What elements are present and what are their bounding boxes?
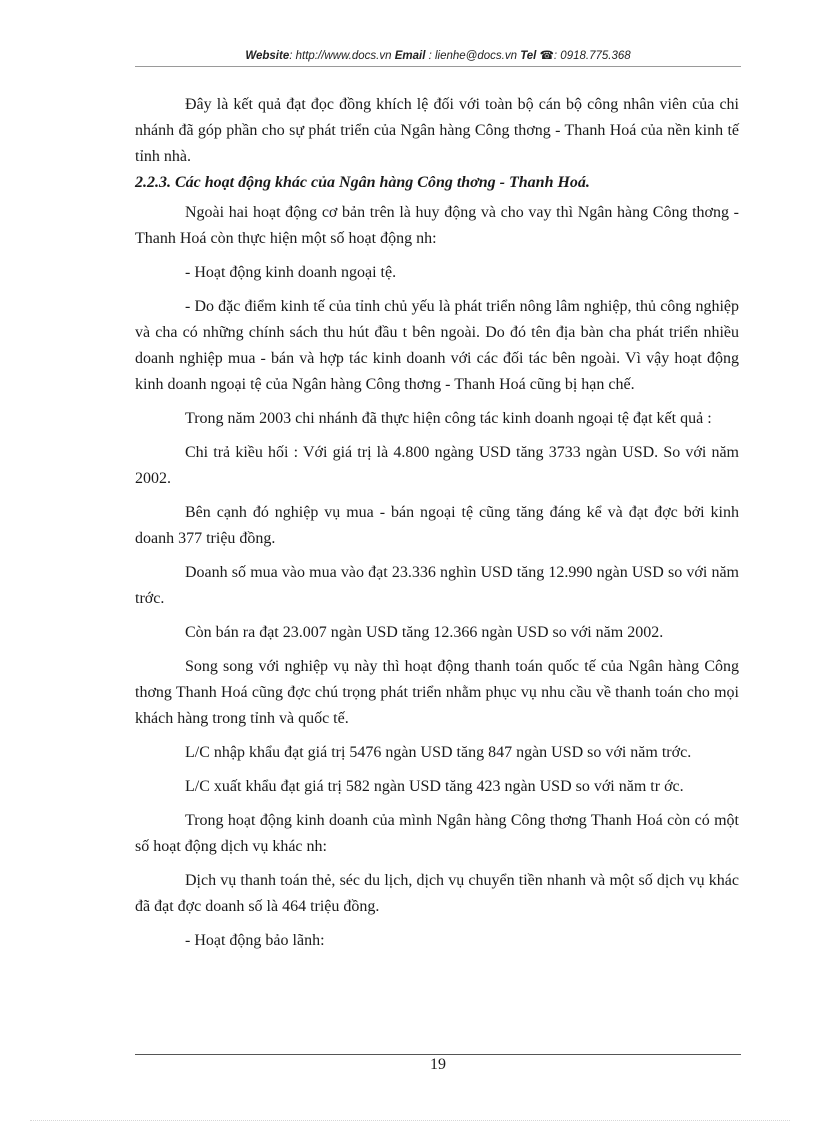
- paragraph-sales: Còn bán ra đạt 23.007 ngàn USD tăng 12.366 ngàn USD so với năm 2002.: [185, 624, 664, 641]
- paragraph-result: Đây là kết quả đạt đọc đồng khích lệ đối với toàn bộ cán bộ công nhân viên của chi nhánh đã góp phần cho sự phát triển của Ngân hàng Công thơng - Thanh Hoá của nền kinh tế tỉnh nhà.: [135, 96, 739, 165]
- paragraph-other-services: Trong hoạt động kinh doanh của mình Ngân hàng Công thơng Thanh Hoá còn có một số hoạt động dịch vụ khác nh:: [135, 812, 739, 855]
- section-heading: 2.2.3. Các hoạt động khác của Ngân hàng Công thơng - Thanh Hoá.: [135, 174, 590, 191]
- website-url[interactable]: : http://www.docs.vn: [289, 50, 392, 62]
- paragraph-international-payment: Song song với nghiệp vụ này thì hoạt động thanh toán quốc tế của Ngân hàng Công thơng Thanh Hoá cũng đợc chú trọng phát triển nhằm phục vụ nhu cầu về thanh toán cho mọi khách hàng trong tỉnh và quốc tế.: [135, 658, 739, 727]
- paragraph-other-activities: Ngoài hai hoạt động cơ bản trên là huy động và cho vay thì Ngân hàng Công thơng - Thanh Hoá còn thực hiện một số hoạt động nh:: [135, 204, 739, 247]
- email-label: Email: [394, 50, 426, 62]
- paragraph-guarantee: - Hoạt động bảo lãnh:: [185, 932, 325, 949]
- tel-label: Tel: [520, 50, 537, 62]
- tel-number: ☎: 0918.775.368: [539, 50, 631, 62]
- paragraph-forex-context: - Do đặc điểm kinh tế của tỉnh chủ yếu là phát triển nông lâm nghiệp, thủ công nghiệp và cha có những chính sách thu hút đầu t bên ngoài. Do đó tên địa bàn cha phát triển nhiều doanh nghiệp mua - bán và hợp tác kinh doanh với các đối tác bên ngoài. Vì vậy hoạt động kinh doanh ngoại tệ của Ngân hàng Công thơng - Thanh Hoá cũng bị hạn chế.: [135, 298, 739, 393]
- paragraph-forex-trading: Bên cạnh đó nghiệp vụ mua - bán ngoại tệ cũng tăng đáng kể và đạt đợc bởi kinh doanh 377 triệu đồng.: [135, 504, 739, 547]
- paragraph-forex-item: - Hoạt động kinh doanh ngoại tệ.: [185, 264, 397, 281]
- page-header: [135, 48, 741, 62]
- header-divider: [135, 66, 741, 67]
- website-label: Website: [245, 50, 290, 62]
- paragraph-2003-results: Trong năm 2003 chi nhánh đã thực hiện công tác kinh doanh ngoại tệ đạt kết quả :: [185, 410, 712, 427]
- email-address[interactable]: : lienhe@docs.vn: [428, 50, 517, 62]
- paragraph-export-lc: L/C xuất khẩu đạt giá trị 582 ngàn USD tăng 423 ngàn USD so với năm tr ớc.: [185, 778, 684, 795]
- page-number: 19: [430, 1056, 446, 1073]
- document-body: [135, 92, 739, 954]
- paragraph-import-lc: L/C nhập khẩu đạt giá trị 5476 ngàn USD tăng 847 ngàn USD so với năm trớc.: [185, 744, 692, 761]
- footer-divider: [135, 1054, 741, 1055]
- paragraph-purchases: Doanh số mua vào mua vào đạt 23.336 nghìn USD tăng 12.990 ngàn USD so với năm trớc.: [135, 564, 739, 607]
- paragraph-remittance: Chi trả kiều hối : Với giá trị là 4.800 ngàng USD tăng 3733 ngàn USD. So với năm 2002.: [135, 444, 739, 487]
- paragraph-card-services: Dịch vụ thanh toán thẻ, séc du lịch, dịch vụ chuyển tiền nhanh và một số dịch vụ khác đã đạt đợc doanh số là 464 triệu đồng.: [135, 872, 739, 915]
- page-bottom-edge: [30, 1120, 790, 1121]
